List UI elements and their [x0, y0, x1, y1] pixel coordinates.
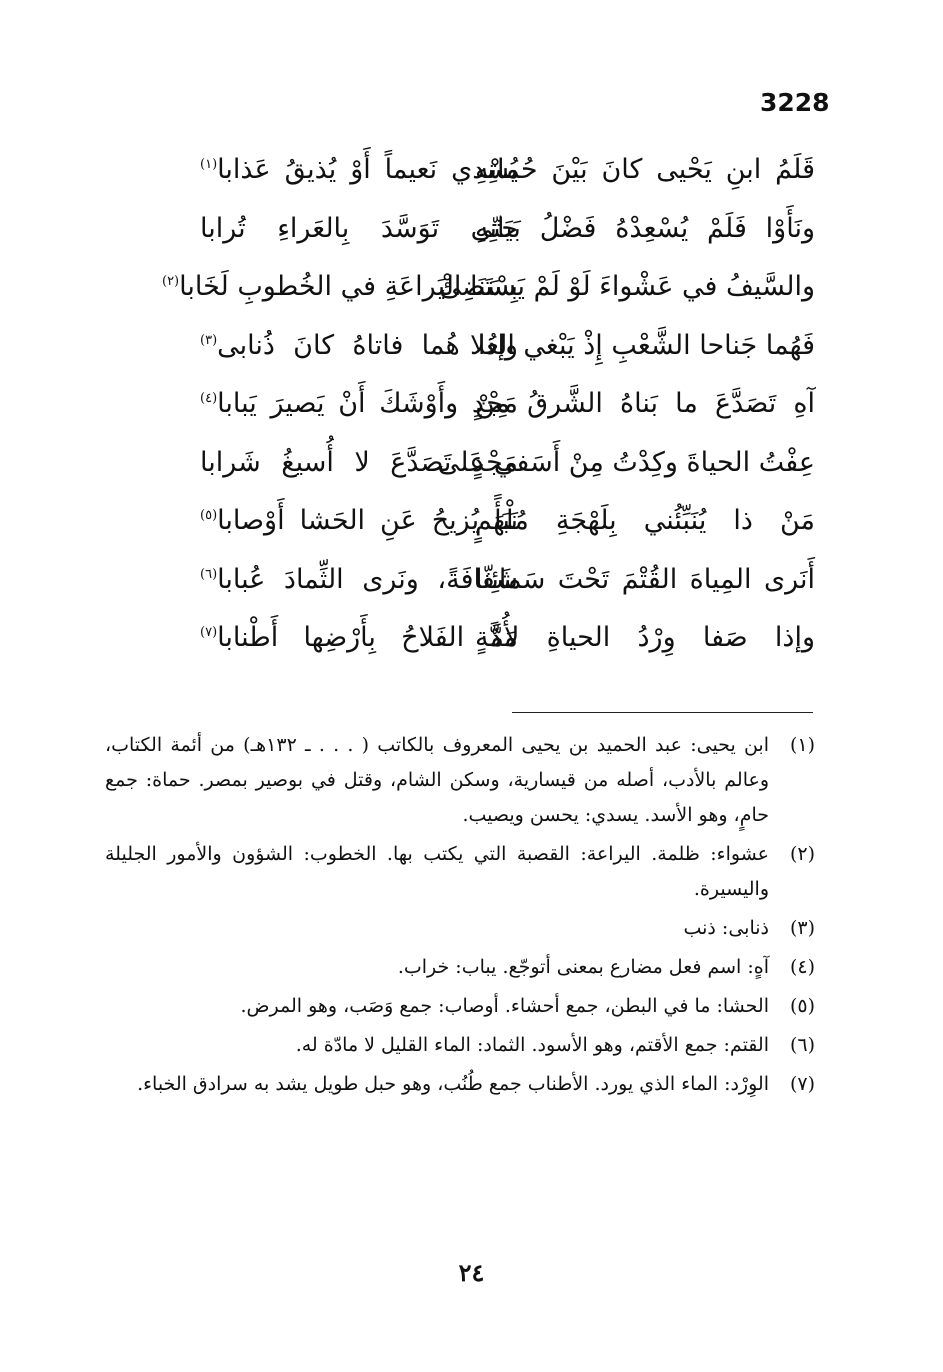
footnote-marker: (٧)	[200, 625, 218, 640]
footnote-number: (٣)	[789, 917, 815, 939]
folio-number: ٢٤	[458, 1258, 485, 1287]
verse-second-hemistich	[200, 145, 518, 195]
hemistich-text: حَتّى تَوَسَّدَ بِالعَراءِ تُرابا	[200, 212, 518, 244]
footnote-marker: (١)	[200, 157, 218, 172]
footnote-marker: (٥)	[200, 508, 218, 523]
verse-first-hemistich: فَهُما جَناحا الشَّعْبِ إِذْ يَبْغي العُلا	[469, 329, 815, 361]
hemistich-text: بِسَنَا اليَراعَةِ في الخُطوبِ لَخَابا	[179, 271, 518, 302]
footnote-text: القتم: جمع الأقتم، وهو الأسود. الثماد: الماء القليل لا مادّة له.	[295, 1034, 769, 1056]
hemistich-text: نَبَأً يُزيحُ عَنِ الحَشا أَوْصابا	[217, 505, 518, 536]
footnote-text: ذنابى: ذنب	[683, 917, 769, 939]
footnotes	[105, 728, 815, 1106]
footnote-text: الحشا: ما في البطن، جمع أحشاء. أوصاب: جمع وَصَب، وهو المرض.	[240, 995, 769, 1017]
footnote-number: (٧)	[789, 1073, 815, 1095]
verse-first-hemistich: آهِ تَصَدَّعَ ما بَناهُ الشَّرقُ مِنْ	[475, 388, 815, 419]
verse-second-hemistich	[161, 262, 518, 312]
footnote-number: (٥)	[789, 995, 815, 1017]
verse-first-hemistich: قَلَمُ ابنِ يَحْيى كانَ بَيْنَ حُماتِهِ	[475, 154, 815, 185]
poem-verse	[0, 496, 943, 555]
verse-first-hemistich: والسَّيفُ في عَشْواءَ لَوْ لَمْ يَسْتَضِئْ	[439, 271, 815, 302]
footnote	[105, 1067, 815, 1102]
hemistich-text: يُسْدي نَعيماً أَوْ يُذيقُ عَذابا	[217, 154, 518, 185]
verse-first-hemistich: عِفْتُ الحياةَ وكِدْتُ مِنْ أَسَفي عَلى	[437, 446, 815, 478]
footnote	[105, 1028, 815, 1063]
hemistich-text: شَفّافَةً، ونَرى الثِّمادَ عُبابا	[217, 563, 518, 595]
footnote-number: (٦)	[789, 1034, 815, 1056]
footnote-text: عشواء: ظلمة. اليراعة: القصبة التي يكتب بها. الخطوب: الشؤون والأمور الجليلة واليسيرة.	[105, 843, 769, 900]
verse-first-hemistich: وإذا صَفا وِرْدُ الحياةِ لأُمَّةٍ	[475, 622, 815, 653]
footnote-marker: (٤)	[200, 391, 218, 406]
poem-verse	[0, 555, 943, 614]
footnote-text: الوِرْد: الماء الذي يورد. الأطناب جمع طُنُب، وهو حبل طويل يشد به سرادق الخباء.	[137, 1073, 769, 1095]
footnote-separator	[512, 712, 813, 713]
footnote-text: آهٍ: اسم فعل مضارع بمعنى أتوجّع. يباب: خراب.	[397, 956, 769, 978]
footnote	[105, 728, 815, 833]
footnote-marker: (٣)	[200, 332, 218, 348]
verse-second-hemistich	[200, 555, 518, 605]
poem	[0, 145, 943, 672]
poem-verse	[0, 262, 943, 321]
footnote	[105, 911, 815, 946]
verse-first-hemistich: أَنَرى المِياهَ القُتْمَ تَحْتَ سَمائِنا	[475, 563, 815, 595]
verse-first-hemistich: مَنْ ذا يُنَبِّئُني بِلَهْجَةِ مُلْهَمٍ	[475, 505, 815, 536]
verse-second-hemistich	[200, 613, 518, 663]
hemistich-text: مَدَّ الفَلاحُ بِأَرْضِها أَطْنابا	[217, 622, 518, 653]
footnote-number: (٢)	[789, 843, 815, 865]
hemistich-text: مَجْدٍ تَصَدَّعَ لا أُسيغُ شَرابا	[200, 446, 518, 478]
footnote-number: (٤)	[789, 956, 815, 978]
poem-verse	[0, 145, 943, 204]
verse-second-hemistich	[200, 204, 518, 254]
poem-verse	[0, 438, 943, 497]
poem-verse	[0, 379, 943, 438]
hemistich-text: مَجْدٍ وأَوْشَكَ أَنْ يَصيرَ يَبابا	[217, 388, 518, 419]
footnote-marker: (٢)	[161, 274, 180, 289]
footnote-number: (١)	[789, 734, 815, 756]
verse-second-hemistich	[200, 496, 518, 546]
verse-second-hemistich	[200, 321, 518, 371]
hemistich-text: وإذا هُما فاتاهُ كانَ ذُنابى	[217, 329, 518, 361]
poem-verse	[0, 613, 943, 672]
footnote	[105, 837, 815, 907]
footnote-text: ابن يحيى: عبد الحميد بن يحيى المعروف بالكاتب ( . . . ـ ١٣٢هـ) من أئمة الكتاب، وعالم بالأدب، أصله من قيسارية، وسكن الشام، وقتل في بوصير بمصر. حماة: جمع حامٍ، وهو الأسد. يسدي: يحسن ويصيب.	[105, 734, 769, 826]
verse-second-hemistich	[200, 379, 518, 429]
footnote	[105, 989, 815, 1024]
footnote-marker: (٦)	[200, 566, 218, 582]
footnote	[105, 950, 815, 985]
poem-verse	[0, 204, 943, 263]
verse-second-hemistich	[200, 438, 518, 488]
page-number: 3228	[760, 88, 830, 117]
verse-first-hemistich: ونَأَوْا فَلَمْ يُسْعِدْهُ فَضْلُ بَيانِهِ	[475, 212, 815, 244]
poem-verse	[0, 321, 943, 380]
